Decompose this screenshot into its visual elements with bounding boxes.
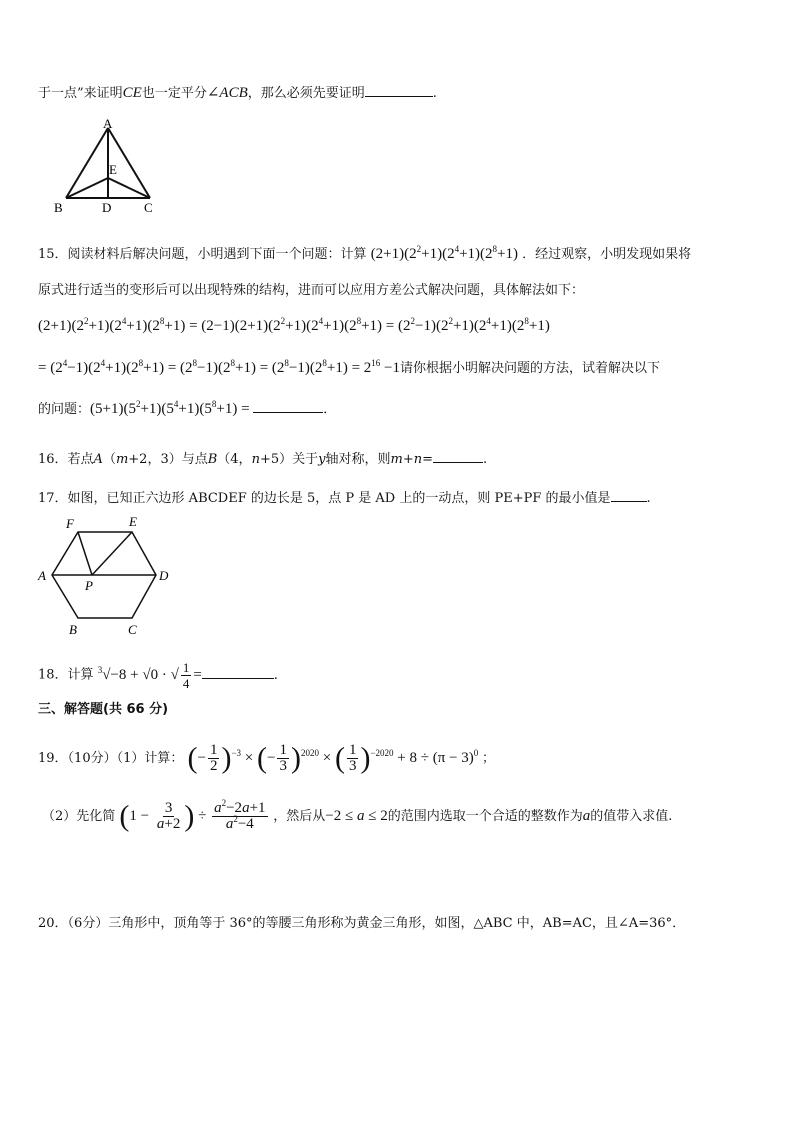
q15-line1: 15．阅读材料后解决问题，小明遇到下面一个问题：计算 $(2+1)(2^2+1)(2^4+1)(2^8+1)$ ．经过观察，小明发现如果将: [38, 244, 692, 262]
q17-line: 17．如图，已知正六边形 ABCDEF 的边长是 5，点 P 是 AD 上的一动点，则 PE+PF 的最小值是 .: [38, 487, 651, 509]
tri-label-b: B: [54, 200, 63, 215]
section-title: 三、解答题(共 66 分): [38, 702, 169, 717]
q20-line: 20．（6分）三角形中，顶角等于 36°的等腰三角形称为黄金三角形，如图，△ABC 中，AB=AC，且∠A=36°．: [38, 916, 686, 931]
answer-blank-18[interactable]: [202, 664, 274, 679]
hex-label-c: C: [128, 622, 137, 637]
answer-blank-16[interactable]: [433, 448, 483, 463]
answer-blank-17[interactable]: [611, 487, 647, 502]
q19-part2: （2）先化简 (1 − $\frac{3}{a+2}$ ) ÷ $\frac{a^2-2a+1}{a^2-4}$ ，然后从−2 ≤ a ≤ 2的范围内选取一个合适的整数作为a的值带入求值.: [42, 798, 673, 833]
hex-label-e: E: [129, 514, 137, 529]
q19-part1: 19．（10分）（1）计算： (− $\frac{1}{2}$ )$^{-3}$ × (− $\frac{1}{3}$ )$^{2020}$ × ( $\frac{1}{3}$ )$^{-2020} + 8 \div (\pi - 3)^0$ ；: [38, 741, 496, 775]
hex-label-f: F: [66, 516, 74, 531]
tri-label-e: E: [109, 162, 117, 177]
tri-label-a: A: [103, 116, 113, 131]
q18-expr: $^3$√−8 + √0 · √ $\frac{1}{4}$ =: [97, 660, 202, 691]
q18-line: 18．计算 $^3$√−8 + √0 · √ $\frac{1}{4}$ = .: [38, 660, 278, 691]
q16-line: 16．若点A（m+2，3）与点B（4，n+5）关于y轴对称，则m+n= .: [38, 448, 487, 470]
angle-acb: ∠ACB: [206, 85, 248, 101]
hex-label-a: A: [38, 568, 46, 583]
q15-line3-expr: $(2+1)(2^2+1)(2^4+1)(2^8+1) = (2-1)(2+1)(2^2+1)(2^4+1)(2^8+1) = (2^2-1)(2^2+1)(2^4+1)(2^8+1)$: [38, 316, 550, 334]
hex-label-b: B: [69, 622, 77, 637]
q19-expr2: (1 − $\frac{3}{a+2}$ ) ÷ $\frac{a^2-2a+1}{a^2-4}$: [119, 798, 266, 833]
q15-line5: 的问题：$(5+1)(5^2+1)(5^4+1)(5^8+1)$ = ．: [38, 399, 337, 417]
answer-blank-14[interactable]: [365, 82, 433, 97]
q15-line4: = $(2^4-1)(2^4+1)(2^8+1) = (2^8-1)(2^8+1) = (2^8-1)(2^8+1) = 2^{16} -1$请你根据小明解决问题的方法，试着解决以下: [38, 358, 661, 376]
answer-blank-15[interactable]: [253, 398, 323, 413]
q15-product-expr: $(2+1)(2^2+1)(2^4+1)(2^8+1)$: [370, 244, 519, 262]
hex-label-d: D: [159, 568, 169, 583]
tri-label-d: D: [102, 200, 112, 215]
q19-range: −2 ≤ a ≤ 2: [325, 808, 388, 824]
q15-line2: 原式进行适当的变形后可以出现特殊的结构，进而可以应用方差公式解决问题，具体解法如下：: [38, 283, 585, 298]
hexagon-figure: [34, 512, 174, 638]
q19-expr1: (− $\frac{1}{2}$ )$^{-3}$ × (− $\frac{1}{3}$ )$^{2020}$ × ( $\frac{1}{3}$ )$^{-2020} + 8 \div (\pi - 3)^0$: [187, 741, 479, 775]
segment-ce: CE: [122, 85, 142, 101]
q14-line: 于一点”来证明CE也一定平分∠ACB，那么必须先要证明 .: [38, 82, 437, 104]
triangle-figure: [50, 116, 170, 218]
q15-question-expr: $(5+1)(5^2+1)(5^4+1)(5^8+1)$ =: [90, 399, 254, 417]
hex-label-p: P: [85, 578, 93, 593]
q15-line4-expr: = $(2^4-1)(2^4+1)(2^8+1) = (2^8-1)(2^8+1) = (2^8-1)(2^8+1) = 2^{16} -1$: [38, 358, 401, 376]
tri-label-c: C: [144, 200, 153, 215]
